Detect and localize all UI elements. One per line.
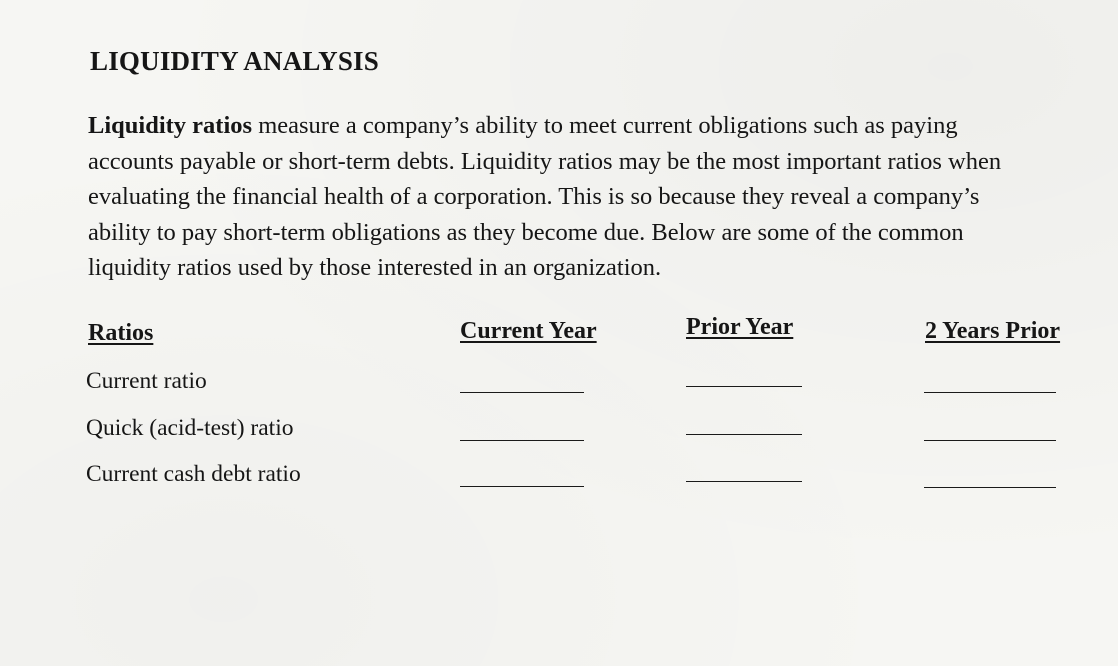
row-label-current-ratio: Current ratio — [86, 368, 207, 394]
blank-cash-debt-ratio-prior-year[interactable] — [686, 481, 802, 482]
blank-current-ratio-two-years-prior[interactable] — [924, 392, 1056, 393]
blank-quick-ratio-current-year[interactable] — [460, 440, 584, 441]
blank-current-ratio-current-year[interactable] — [460, 392, 584, 393]
header-two-years-prior: 2 Years Prior — [925, 318, 1061, 344]
header-ratios: Ratios — [88, 320, 154, 346]
row-label-quick-ratio: Quick (acid-test) ratio — [86, 415, 294, 441]
blank-current-ratio-prior-year[interactable] — [686, 386, 802, 387]
blank-quick-ratio-two-years-prior[interactable] — [924, 440, 1056, 441]
blank-cash-debt-ratio-two-years-prior[interactable] — [924, 487, 1056, 488]
header-prior-year: Prior Year — [686, 314, 794, 340]
header-current-year: Current Year — [460, 318, 597, 344]
intro-term: Liquidity ratios — [88, 112, 253, 139]
intro-text: measure a company’s ability to meet current obligations such as paying accounts payable or short-term debts. Liquidity ratios may be the most important ratios when evaluating the financial health of a corporation. This is so because they reveal a company’s ability to pay short-term obligations as they become due. Below are some of the common liquidity ratios used by those interested in an organization. — [88, 112, 1002, 281]
blank-cash-debt-ratio-current-year[interactable] — [460, 486, 584, 487]
row-label-current-cash-debt-ratio: Current cash debt ratio — [86, 461, 301, 487]
blank-quick-ratio-prior-year[interactable] — [686, 434, 802, 435]
page-title: LIQUIDITY ANALYSIS — [90, 46, 379, 76]
